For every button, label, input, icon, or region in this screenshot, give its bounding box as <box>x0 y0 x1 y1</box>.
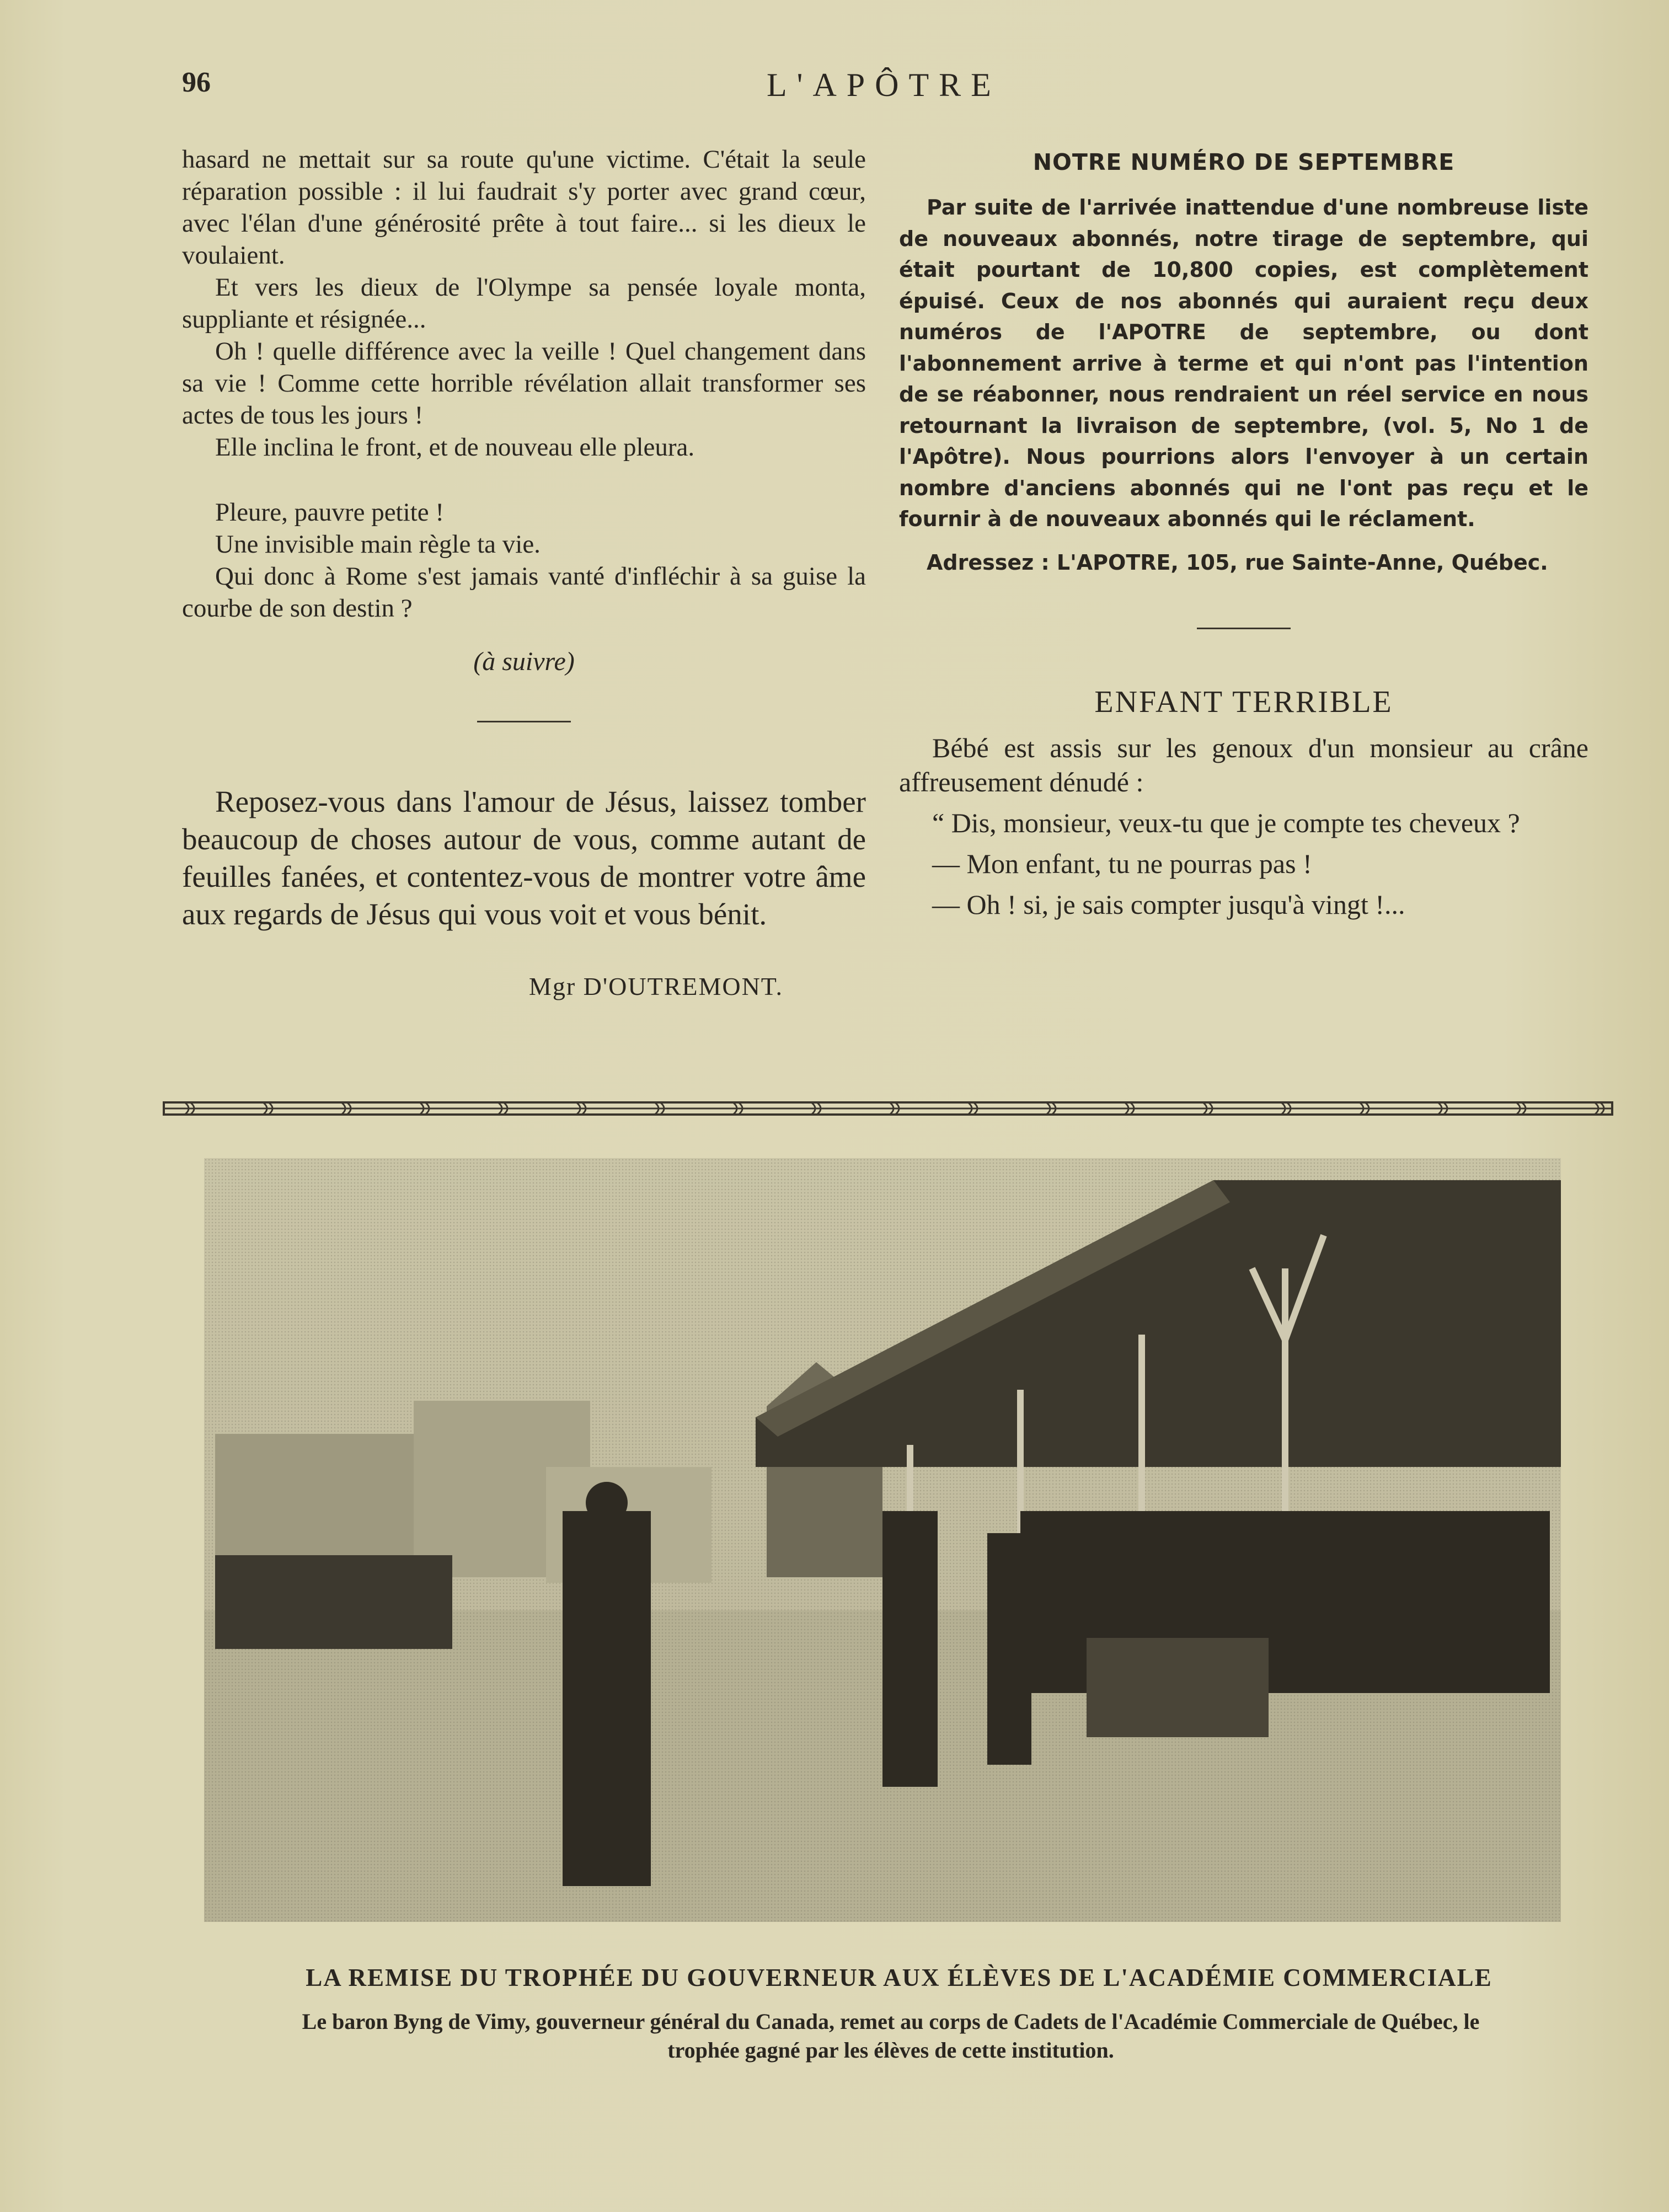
running-title: L'APÔTRE <box>767 67 1001 103</box>
photo-caption-title: LA REMISE DU TROPHÉE DU GOUVERNEUR AUX ÉLÈVES DE L'ACADÉMIE COMMERCIALE <box>306 1964 1493 1991</box>
notice-address: Adressez : L'APOTRE, 105, rue Sainte-Anne, Québec. <box>927 550 1548 575</box>
story-paragraph: Oh ! quelle différence avec la veille ! Quel changement dans sa vie ! Comme cette horrible révélation allait transformer ses actes de tous les jours ! <box>182 337 866 430</box>
poem-line: Une invisible main règle ta vie. <box>215 530 541 559</box>
poem <box>182 496 866 624</box>
notice-title: NOTRE NUMÉRO DE SEPTEMBRE <box>1033 149 1455 175</box>
anecdote-dialog-line: — Mon enfant, tu ne pourras pas ! <box>932 848 1312 879</box>
section-divider <box>1197 628 1291 629</box>
story-paragraph: Et vers les dieux de l'Olympe sa pensée loyale monta, suppliante et résignée... <box>182 273 866 334</box>
notice-body: Par suite de l'arrivée inattendue d'une nombreuse liste de nouveaux abonnés, notre tirage de septembre, qui était pourtant de 10,800 copies, est complètement épuisé. Ceux de nos abonnés qui auraient reçu deux numéros de l'APOTRE de septembre, ou dont l'abonnement arrive à terme et qui n'ont pas l'intention de se réabonner, nous rendraient un réel service en nous retournant la livraison de septembre, (vol. 5, No 1 de l'Apôtre). Nous pourrions alors l'envoyer à un certain nombre d'anciens abonnés qui ne l'ont pas reçu et le fournir à de nouveaux abonnés qui le réclament. <box>899 195 1588 531</box>
anecdote-dialog-line: — Oh ! si, je sais compter jusqu'à vingt !... <box>932 888 1405 920</box>
event-photograph <box>204 1158 1561 1922</box>
left-column <box>182 143 866 1001</box>
page-header <box>182 66 1616 116</box>
anecdote-intro: Bébé est assis sur les genoux d'un monsieur au crâne affreusement dénudé : <box>899 732 1588 797</box>
story-paragraph: hasard ne mettait sur sa route qu'une victime. C'était la seule réparation possible : il lui faudrait s'y porter avec grand cœur, avec l'élan d'une générosité prête à tout faire... si les dieux le voulaient. <box>182 145 866 270</box>
anecdote-dialog-line: “ Dis, monsieur, veux-tu que je compte tes cheveux ? <box>932 807 1520 838</box>
quote-author: Mgr D'OUTREMONT. <box>528 972 783 1000</box>
poem-line: Qui donc à Rome s'est jamais vanté d'infléchir à sa guise la courbe de son destin ? <box>182 562 866 623</box>
to-be-continued: (à suivre) <box>473 647 575 676</box>
photo-caption-body: Le baron Byng de Vimy, gouverneur général du Canada, remet au corps de Cadets de l'Académie Commerciale de Québec, le trophée gagné par les élèves de cette institution. <box>302 2009 1480 2063</box>
section-divider <box>477 721 571 722</box>
anecdote-title: ENFANT TERRIBLE <box>1094 684 1393 719</box>
cadet-ranks <box>215 1555 452 1649</box>
story-paragraph: Elle inclina le front, et de nouveau elle pleura. <box>215 433 695 462</box>
page-number: 96 <box>182 67 211 98</box>
right-column <box>899 143 1588 922</box>
ornamental-border <box>163 1095 1613 1122</box>
poem-line: Pleure, pauvre petite ! <box>215 498 444 527</box>
devotional-quote: Reposez-vous dans l'amour de Jésus, laissez tomber beaucoup de choses autour de vous, comme autant de feuilles fanées, et contentez-vous de montrer votre âme aux regards de Jésus qui vous voit et vous bénit. <box>182 785 866 931</box>
